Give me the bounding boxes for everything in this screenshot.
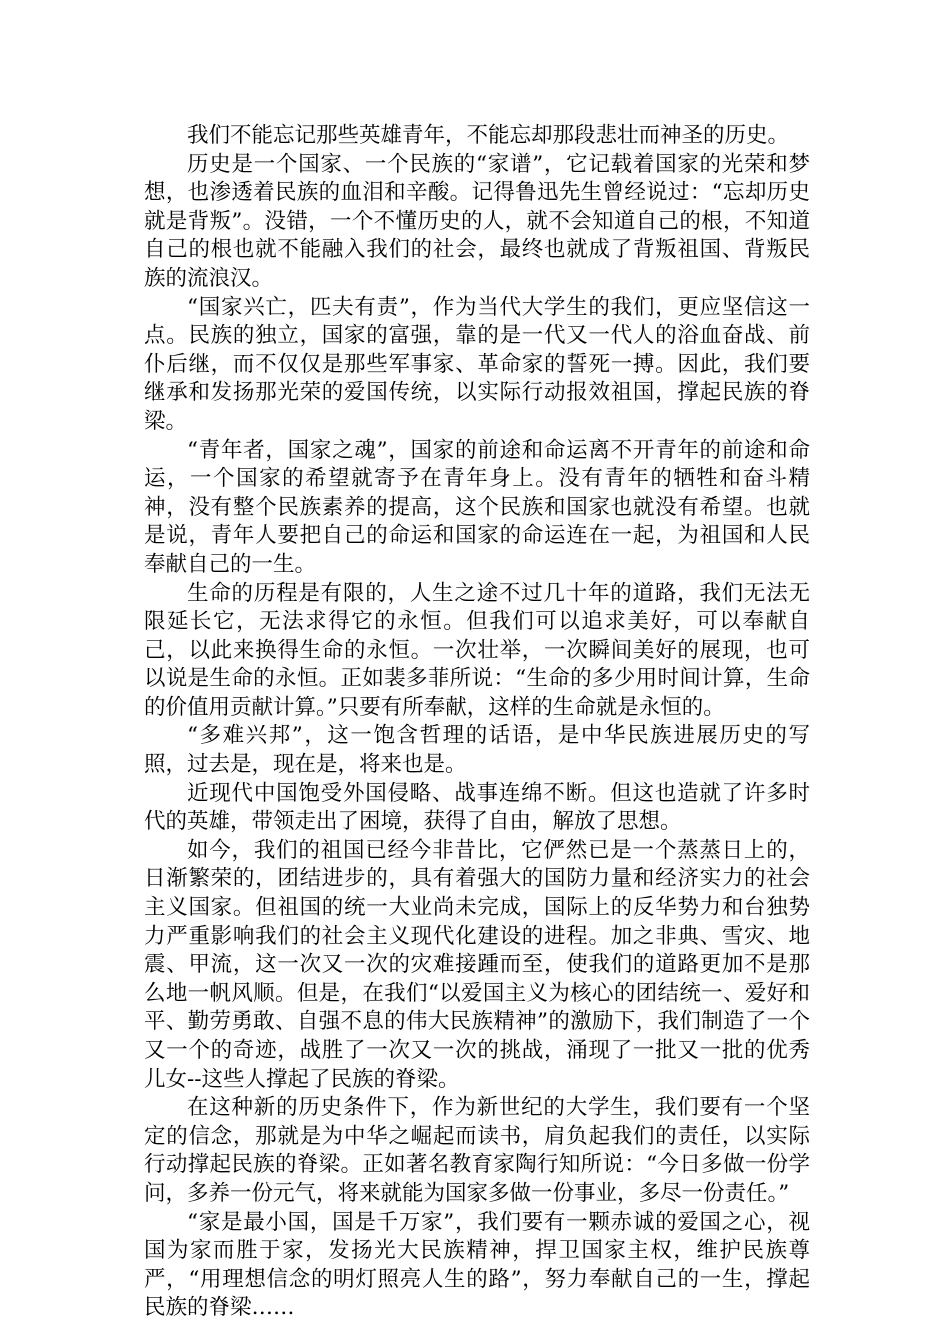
paragraph-1: 我们不能忘记那些英雄青年，不能忘却那段悲壮而神圣的历史。 <box>187 123 790 148</box>
paragraph-2: 历史是一个国家、一个民族的“家谱”，它记载着国家的光荣和梦想，也渗透着民族的血泪和辛酸。记得鲁迅先生曾经说过：“忘却历史就是背叛”。没错，一个不懂历史的人，就不会知道自己的根，不知道自己的根也就不能融入我们的社会，最终也就成了背叛祖国、背叛民族的流浪汉。 <box>144 151 810 291</box>
paragraph-3: “国家兴亡，匹夫有责”，作为当代大学生的我们，更应坚信这一点。民族的独立，国家的富强，靠的是一代又一代人的浴血奋战、前仆后继，而不仅仅是那些军事家、革命家的誓死一搏。因此，我们要继承和发扬那光荣的爱国传统，以实际行动报效祖国，撑起民族的脊梁。 <box>144 294 810 434</box>
paragraph-10: “家是最小国，国是千万家”，我们要有一颗赤诚的爱国之心，视国为家而胜于家，发扬光大民族精神，捍卫国家主权，维护民族尊严，“用理想信念的明灯照亮人生的路”，努力奉献自己的一生，撑起民族的脊梁…… <box>144 1209 810 1321</box>
paragraph-5: 生命的历程是有限的，人生之途不过几十年的道路，我们无法无限延长它，无法求得它的永恒。但我们可以追求美好，可以奉献自己，以此来换得生命的永恒。一次壮举，一次瞬间美好的展现，也可以说是生命的永恒。正如裴多菲所说：“生命的多少用时间计算，生命的价值用贡献计算。”只要有所奉献，这样的生命就是永恒的。 <box>144 580 810 720</box>
paragraph-6: “多难兴邦”，这一饱含哲理的话语，是中华民族进展历史的写照，过去是，现在是，将来也是。 <box>144 723 810 778</box>
essay-body <box>144 122 810 1323</box>
paragraph-4: “青年者，国家之魂”，国家的前途和命运离不开青年的前途和命运，一个国家的希望就寄予在青年身上。没有青年的牺牲和奋斗精神，没有整个民族素养的提高，这个民族和国家也就没有希望。也就是说，青年人要把自己的命运和国家的命运连在一起，为祖国和人民奉献自己的一生。 <box>144 437 810 577</box>
paragraph-8: 如今，我们的祖国已经今非昔比，它俨然已是一个蒸蒸日上的，日渐繁荣的，团结进步的，具有着强大的国防力量和经济实力的社会主义国家。但祖国的统一大业尚未完成，国际上的反华势力和台独势力严重影响我们的社会主义现代化建设的进程。加之非典、雪灾、地震、甲流，这一次又一次的灾难接踵而至，使我们的道路更加不是那么地一帆风顺。但是，在我们“以爱国主义为核心的团结统一、爱好和平、勤劳勇敢、自强不息的伟大民族精神”的激励下，我们制造了一个又一个的奇迹，战胜了一次又一次的挑战，涌现了一批又一批的优秀儿女--这些人撑起了民族的脊梁。 <box>144 837 810 1092</box>
paragraph-7: 近现代中国饱受外国侵略、战事连绵不断。但这也造就了许多时代的英雄，带领走出了困境，获得了自由，解放了思想。 <box>144 780 810 835</box>
paragraph-9: 在这种新的历史条件下，作为新世纪的大学生，我们要有一个坚定的信念，那就是为中华之崛起而读书，肩负起我们的责任，以实际行动撑起民族的脊梁。正如著名教育家陶行知所说：“今日多做一份学问，多养一份元气，将来就能为国家多做一份事业，多尽一份责任。” <box>144 1095 810 1206</box>
